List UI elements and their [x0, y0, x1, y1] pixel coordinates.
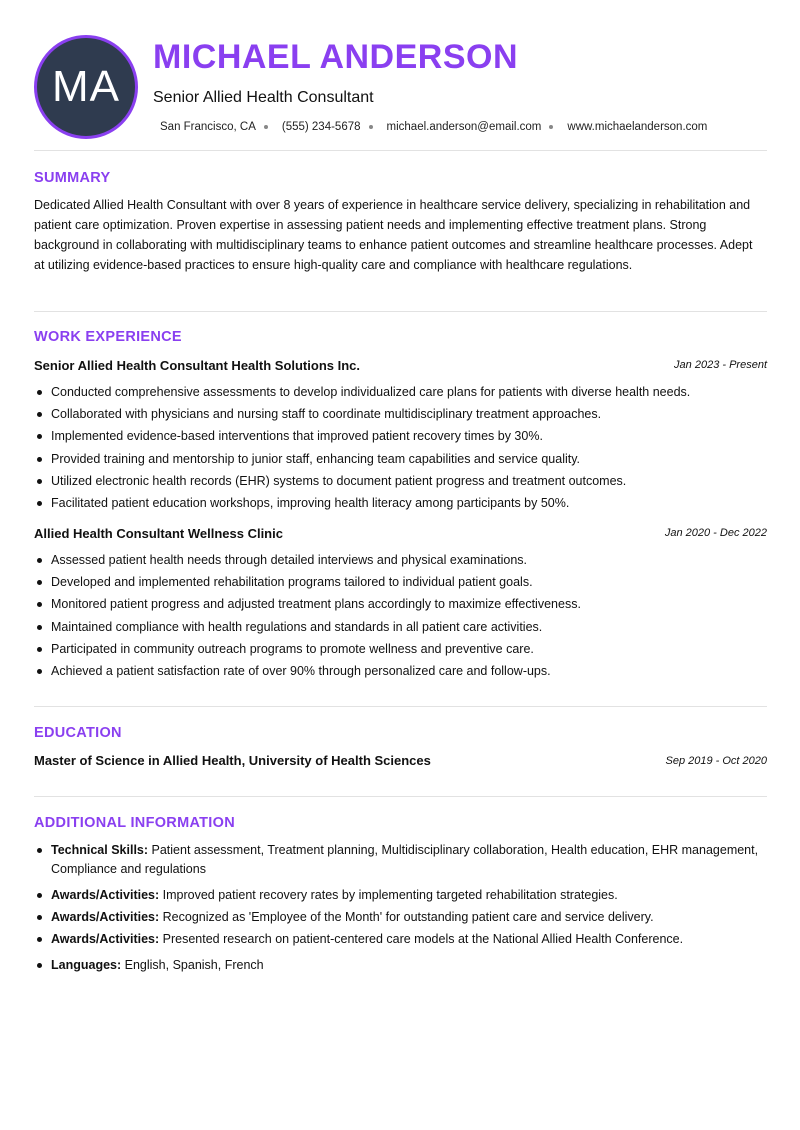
summary-heading: SUMMARY — [34, 170, 111, 186]
list-item: Maintained compliance with health regulations and standards in all patient care activities. — [34, 616, 767, 638]
list-item: Conducted comprehensive assessments to develop individualized care plans for patients with diverse health needs. — [34, 381, 767, 403]
list-item: Developed and implemented rehabilitation programs tailored to individual patient goals. — [34, 571, 767, 593]
education-entry — [34, 753, 767, 771]
section-divider — [34, 796, 767, 797]
list-item: Collaborated with physicians and nursing staff to coordinate multidisciplinary treatment approaches. — [34, 403, 767, 425]
contact-bar — [160, 121, 707, 133]
job-bullets — [34, 381, 767, 514]
job-role: Allied Health Consultant Wellness Clinic — [34, 526, 283, 541]
resume-header — [0, 0, 800, 150]
additional-list — [34, 841, 767, 975]
section-divider — [34, 150, 767, 151]
list-item: Monitored patient progress and adjusted treatment plans accordingly to maximize effectiveness. — [34, 593, 767, 615]
item-label: Languages: — [51, 958, 122, 972]
item-text: Presented research on patient-centered care models at the National Allied Health Conference. — [162, 932, 684, 946]
section-divider — [34, 311, 767, 312]
education-degree: Master of Science in Allied Health, University of Health Sciences — [34, 753, 431, 768]
summary-text: Dedicated Allied Health Consultant with over 8 years of experience in healthcare service delivery, specializing in rehabilitation and patient care optimization. Proven expertise in assessing patient needs and implementing effective treatment plans. Strong background in collaborating with multidisciplinary teams to enhance patient outcomes and streamline healthcare processes. Adept at utilizing evidence-based practices to ensure high-quality care and compliance with healthcare regulations. — [34, 198, 753, 272]
contact-website[interactable]: www.michaelanderson.com — [567, 121, 708, 133]
job-date: Jan 2023 - Present — [674, 359, 767, 371]
job-header — [34, 526, 767, 544]
section-divider — [34, 706, 767, 707]
item-label: Awards/Activities: — [51, 932, 160, 946]
contact-email[interactable]: michael.anderson@email.com — [386, 121, 542, 133]
job-role: Senior Allied Health Consultant Health Solutions Inc. — [34, 358, 360, 373]
item-label: Awards/Activities: — [51, 888, 160, 902]
candidate-title: Senior Allied Health Consultant — [153, 89, 374, 106]
contact-location: San Francisco, CA — [160, 121, 256, 133]
list-item — [34, 956, 767, 975]
list-item: Provided training and mentorship to junior staff, enhancing team capabilities and service quality. — [34, 448, 767, 470]
avatar — [34, 35, 138, 139]
separator-dot-icon — [549, 125, 553, 129]
list-item — [34, 908, 767, 927]
item-label: Awards/Activities: — [51, 910, 160, 924]
candidate-name: MICHAEL ANDERSON — [153, 38, 519, 76]
item-text: Improved patient recovery rates by implementing targeted rehabilitation strategies. — [162, 888, 618, 902]
item-text: Patient assessment, Treatment planning, Multidisciplinary collaboration, Health education, EHR management, Compliance and regulations — [51, 843, 759, 876]
job-bullets — [34, 549, 767, 682]
job-header — [34, 358, 767, 376]
education-heading: EDUCATION — [34, 725, 122, 741]
separator-dot-icon — [369, 125, 373, 129]
experience-heading: WORK EXPERIENCE — [34, 329, 182, 345]
item-text: English, Spanish, French — [124, 958, 264, 972]
list-item — [34, 930, 767, 949]
list-item: Implemented evidence-based interventions that improved patient recovery times by 30%. — [34, 425, 767, 447]
additional-heading: ADDITIONAL INFORMATION — [34, 815, 235, 831]
list-item: Assessed patient health needs through detailed interviews and physical examinations. — [34, 549, 767, 571]
avatar-initials: MA — [52, 62, 120, 111]
item-text: Recognized as 'Employee of the Month' for outstanding patient care and service delivery. — [162, 910, 654, 924]
list-item: Participated in community outreach programs to promote wellness and preventive care. — [34, 638, 767, 660]
job-date: Jan 2020 - Dec 2022 — [664, 527, 767, 539]
separator-dot-icon — [264, 125, 268, 129]
list-item: Achieved a patient satisfaction rate of over 90% through personalized care and follow-ups. — [34, 660, 767, 682]
list-item — [34, 841, 767, 879]
education-date: Sep 2019 - Oct 2020 — [665, 755, 767, 767]
list-item: Facilitated patient education workshops, improving health literacy among participants by 50%. — [34, 492, 767, 514]
list-item: Utilized electronic health records (EHR) systems to document patient progress and treatment outcomes. — [34, 470, 767, 492]
contact-phone: (555) 234-5678 — [281, 121, 361, 133]
list-item — [34, 886, 767, 905]
item-label: Technical Skills: — [51, 843, 149, 857]
